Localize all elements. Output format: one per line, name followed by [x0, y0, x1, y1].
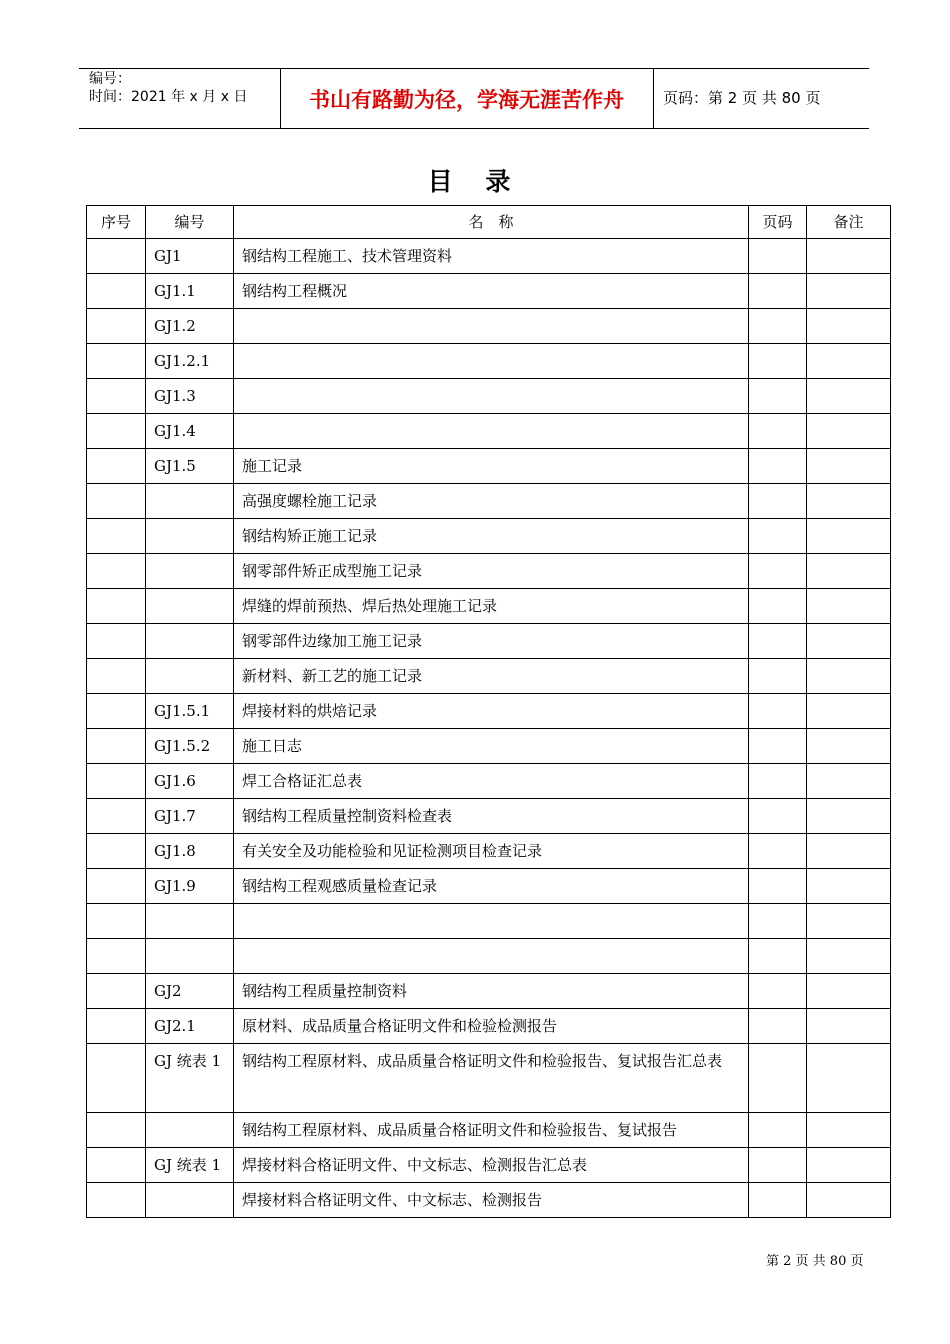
- seq-cell: [87, 974, 146, 1009]
- note-cell: [807, 764, 891, 799]
- page-cell: [749, 869, 807, 904]
- name-cell: [234, 344, 749, 379]
- page-cell: [749, 414, 807, 449]
- code-cell: [146, 589, 234, 624]
- code-cell: GJ1.5.1: [146, 694, 234, 729]
- seq-cell: [87, 869, 146, 904]
- note-cell: [807, 239, 891, 274]
- table-row: [87, 1148, 891, 1183]
- seq-cell: [87, 834, 146, 869]
- table-row: [87, 904, 891, 939]
- note-cell: [807, 379, 891, 414]
- page-cell: [749, 589, 807, 624]
- code-cell: GJ1.8: [146, 834, 234, 869]
- note-cell: [807, 344, 891, 379]
- page-cell: [749, 379, 807, 414]
- name-cell: 钢零部件矫正成型施工记录: [234, 554, 749, 589]
- note-cell: [807, 414, 891, 449]
- code-cell: GJ1.7: [146, 799, 234, 834]
- table-row: [87, 1113, 891, 1148]
- table-row: [87, 1044, 891, 1113]
- column-header-name: 名 称: [234, 206, 749, 239]
- page-cell: [749, 344, 807, 379]
- name-cell: 钢结构工程质量控制资料: [234, 974, 749, 1009]
- column-header-page: 页码: [749, 206, 807, 239]
- page-cell: [749, 624, 807, 659]
- table-row: [87, 589, 891, 624]
- code-cell: [146, 1113, 234, 1148]
- name-cell: 焊接材料的烘焙记录: [234, 694, 749, 729]
- document-number-label: 编号：: [89, 71, 131, 87]
- code-cell: [146, 659, 234, 694]
- seq-cell: [87, 1044, 146, 1113]
- code-cell: GJ2.1: [146, 1009, 234, 1044]
- seq-cell: [87, 414, 146, 449]
- note-cell: [807, 799, 891, 834]
- toc-table: [86, 205, 891, 1218]
- page-cell: [749, 1183, 807, 1218]
- seq-cell: [87, 694, 146, 729]
- note-cell: [807, 449, 891, 484]
- name-cell: 有关安全及功能检验和见证检测项目检查记录: [234, 834, 749, 869]
- code-cell: [146, 554, 234, 589]
- seq-cell: [87, 344, 146, 379]
- name-cell: 焊工合格证汇总表: [234, 764, 749, 799]
- code-cell: GJ1.5: [146, 449, 234, 484]
- header-meta: [89, 70, 247, 106]
- code-cell: [146, 1183, 234, 1218]
- page-title: 目 录: [427, 167, 523, 196]
- note-cell: [807, 554, 891, 589]
- note-cell: [807, 1148, 891, 1183]
- table-row: [87, 239, 891, 274]
- page-cell: [749, 694, 807, 729]
- code-cell: [146, 484, 234, 519]
- page-cell: [749, 1148, 807, 1183]
- table-row: [87, 764, 891, 799]
- note-cell: [807, 834, 891, 869]
- page-cell: [749, 659, 807, 694]
- note-cell: [807, 1183, 891, 1218]
- header-motto: 书山有路勤为径，学海无涯苦作舟: [309, 87, 624, 112]
- code-cell: GJ1.9: [146, 869, 234, 904]
- code-cell: GJ 统表 1: [146, 1044, 234, 1113]
- note-cell: [807, 589, 891, 624]
- table-row: [87, 1009, 891, 1044]
- name-cell: 钢结构工程概况: [234, 274, 749, 309]
- seq-cell: [87, 624, 146, 659]
- seq-cell: [87, 1113, 146, 1148]
- code-cell: GJ 统表 1: [146, 1148, 234, 1183]
- table-row: [87, 729, 891, 764]
- seq-cell: [87, 379, 146, 414]
- seq-cell: [87, 519, 146, 554]
- page-cell: [749, 449, 807, 484]
- note-cell: [807, 484, 891, 519]
- note-cell: [807, 694, 891, 729]
- note-cell: [807, 624, 891, 659]
- seq-cell: [87, 1148, 146, 1183]
- code-cell: GJ1.2: [146, 309, 234, 344]
- page-cell: [749, 1113, 807, 1148]
- name-cell: 施工记录: [234, 449, 749, 484]
- column-header-seq: 序号: [87, 206, 146, 239]
- seq-cell: [87, 554, 146, 589]
- column-header-note: 备注: [807, 206, 891, 239]
- table-row: [87, 869, 891, 904]
- seq-cell: [87, 904, 146, 939]
- name-cell: 钢结构工程质量控制资料检查表: [234, 799, 749, 834]
- name-cell: [234, 379, 749, 414]
- page-cell: [749, 764, 807, 799]
- page-header: [79, 68, 869, 129]
- seq-cell: [87, 309, 146, 344]
- page-cell: [749, 904, 807, 939]
- page-cell: [749, 799, 807, 834]
- note-cell: [807, 1113, 891, 1148]
- name-cell: [234, 904, 749, 939]
- code-cell: GJ1: [146, 239, 234, 274]
- note-cell: [807, 974, 891, 1009]
- seq-cell: [87, 659, 146, 694]
- code-cell: [146, 939, 234, 974]
- table-header-row: [87, 206, 891, 239]
- table-row: [87, 694, 891, 729]
- seq-cell: [87, 1183, 146, 1218]
- table-row: [87, 414, 891, 449]
- name-cell: 钢零部件边缘加工施工记录: [234, 624, 749, 659]
- table-row: [87, 519, 891, 554]
- page-cell: [749, 974, 807, 1009]
- name-cell: [234, 309, 749, 344]
- page-cell: [749, 834, 807, 869]
- name-cell: [234, 939, 749, 974]
- table-row: [87, 344, 891, 379]
- header-divider: [653, 68, 654, 129]
- code-cell: GJ1.4: [146, 414, 234, 449]
- name-cell: 钢结构工程观感质量检查记录: [234, 869, 749, 904]
- column-header-code: 编号: [146, 206, 234, 239]
- note-cell: [807, 939, 891, 974]
- table-row: [87, 974, 891, 1009]
- page-cell: [749, 1009, 807, 1044]
- code-cell: GJ2: [146, 974, 234, 1009]
- page-cell: [749, 554, 807, 589]
- page-cell: [749, 519, 807, 554]
- name-cell: 施工日志: [234, 729, 749, 764]
- name-cell: 钢结构工程原材料、成品质量合格证明文件和检验报告、复试报告汇总表: [234, 1044, 749, 1113]
- seq-cell: [87, 799, 146, 834]
- seq-cell: [87, 589, 146, 624]
- name-cell: 钢结构工程原材料、成品质量合格证明文件和检验报告、复试报告: [234, 1113, 749, 1148]
- seq-cell: [87, 729, 146, 764]
- note-cell: [807, 309, 891, 344]
- page-cell: [749, 939, 807, 974]
- code-cell: [146, 904, 234, 939]
- name-cell: [234, 414, 749, 449]
- header-page-info: 页码：第 2 页 共 80 页: [663, 89, 821, 107]
- note-cell: [807, 904, 891, 939]
- table-row: [87, 449, 891, 484]
- seq-cell: [87, 449, 146, 484]
- note-cell: [807, 274, 891, 309]
- code-cell: GJ1.5.2: [146, 729, 234, 764]
- seq-cell: [87, 764, 146, 799]
- page-cell: [749, 729, 807, 764]
- code-cell: GJ1.2.1: [146, 344, 234, 379]
- seq-cell: [87, 1009, 146, 1044]
- note-cell: [807, 869, 891, 904]
- seq-cell: [87, 484, 146, 519]
- name-cell: 焊接材料合格证明文件、中文标志、检测报告汇总表: [234, 1148, 749, 1183]
- name-cell: 焊缝的焊前预热、焊后热处理施工记录: [234, 589, 749, 624]
- code-cell: GJ1.3: [146, 379, 234, 414]
- table-row: [87, 834, 891, 869]
- page-cell: [749, 484, 807, 519]
- document-time: 时间：2021 年 x 月 x 日: [89, 89, 248, 105]
- table-body: [87, 239, 891, 1218]
- code-cell: GJ1.1: [146, 274, 234, 309]
- page-cell: [749, 309, 807, 344]
- page-footer: 第 2 页 共 80 页: [766, 1254, 864, 1269]
- table-row: [87, 484, 891, 519]
- note-cell: [807, 729, 891, 764]
- name-cell: 原材料、成品质量合格证明文件和检验检测报告: [234, 1009, 749, 1044]
- table-row: [87, 939, 891, 974]
- table-row: [87, 309, 891, 344]
- table-row: [87, 554, 891, 589]
- name-cell: 钢结构矫正施工记录: [234, 519, 749, 554]
- seq-cell: [87, 239, 146, 274]
- page-cell: [749, 274, 807, 309]
- table-row: [87, 1183, 891, 1218]
- note-cell: [807, 519, 891, 554]
- table-row: [87, 799, 891, 834]
- name-cell: 焊接材料合格证明文件、中文标志、检测报告: [234, 1183, 749, 1218]
- note-cell: [807, 1044, 891, 1113]
- code-cell: GJ1.6: [146, 764, 234, 799]
- note-cell: [807, 659, 891, 694]
- code-cell: [146, 519, 234, 554]
- table-row: [87, 624, 891, 659]
- page-cell: [749, 239, 807, 274]
- note-cell: [807, 1009, 891, 1044]
- code-cell: [146, 624, 234, 659]
- name-cell: 新材料、新工艺的施工记录: [234, 659, 749, 694]
- table-row: [87, 274, 891, 309]
- name-cell: 钢结构工程施工、技术管理资料: [234, 239, 749, 274]
- seq-cell: [87, 939, 146, 974]
- seq-cell: [87, 274, 146, 309]
- table-row: [87, 379, 891, 414]
- page-cell: [749, 1044, 807, 1113]
- table-row: [87, 659, 891, 694]
- name-cell: 高强度螺栓施工记录: [234, 484, 749, 519]
